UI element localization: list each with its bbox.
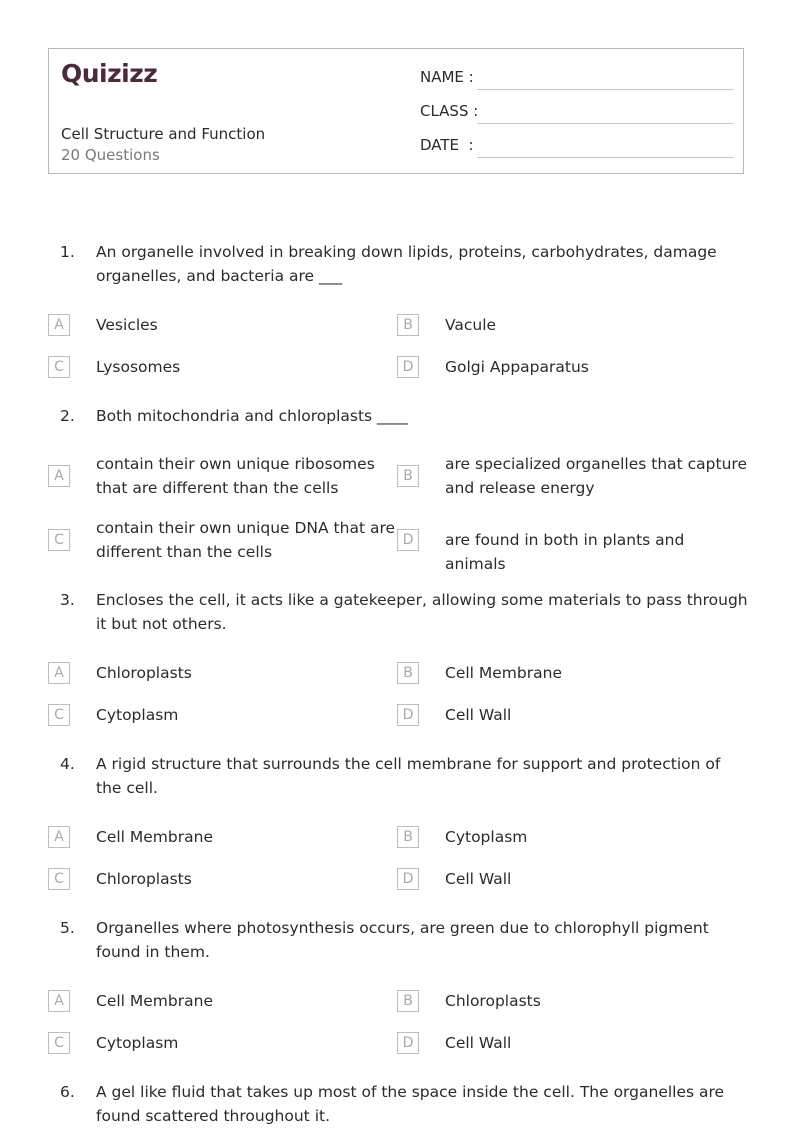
option-text: Cell Wall	[445, 706, 512, 724]
question-number: 4.	[60, 755, 75, 773]
option-letter-box: C	[48, 356, 70, 378]
date-label: DATE :	[420, 136, 474, 154]
option-letter-box: C	[48, 1032, 70, 1054]
option-letter-box: A	[48, 465, 70, 487]
option-text: Cell Membrane	[96, 828, 213, 846]
option-letter-box: D	[397, 868, 419, 890]
option-letter-box: A	[48, 990, 70, 1012]
class-field[interactable]	[420, 100, 734, 124]
option-letter-box: A	[48, 662, 70, 684]
name-field[interactable]	[420, 66, 734, 90]
question-count: 20 Questions	[61, 146, 160, 164]
option-letter-box: C	[48, 529, 70, 551]
class-line	[477, 123, 734, 124]
name-label: NAME :	[420, 68, 474, 86]
worksheet-header	[48, 48, 744, 174]
option-letter-box: D	[397, 704, 419, 726]
option-letter-box: D	[397, 529, 419, 551]
date-field[interactable]	[420, 134, 734, 158]
question-number: 5.	[60, 919, 75, 937]
question-text: Both mitochondria and chloroplasts ____	[96, 407, 409, 425]
option-letter-box: A	[48, 826, 70, 848]
question-number: 6.	[60, 1083, 75, 1101]
option-letter-box: B	[397, 990, 419, 1012]
option-letter-box: C	[48, 704, 70, 726]
option-text: are specialized organelles that capture and release energy	[445, 455, 747, 497]
question-text: A rigid structure that surrounds the cell membrane for support and protection of the cell.	[96, 755, 721, 797]
option-letter-box: C	[48, 868, 70, 890]
option-text: Chloroplasts	[445, 992, 541, 1010]
option-text: Cell Membrane	[445, 664, 562, 682]
option-text: Golgi Appaparatus	[445, 358, 589, 376]
question-number: 1.	[60, 243, 75, 261]
question-text: An organelle involved in breaking down lipids, proteins, carbohydrates, damage organelles, and bacteria are ___	[96, 243, 717, 285]
option-letter-box: B	[397, 826, 419, 848]
option-text: Cytoplasm	[445, 828, 528, 846]
option-letter-box: A	[48, 314, 70, 336]
class-label: CLASS :	[420, 102, 479, 120]
option-letter-box: B	[397, 314, 419, 336]
question-text: Encloses the cell, it acts like a gatekeeper, allowing some materials to pass through it but not others.	[96, 591, 748, 633]
option-text: Cytoplasm	[96, 1034, 179, 1052]
option-text: Cytoplasm	[96, 706, 179, 724]
question-text: A gel like fluid that takes up most of the space inside the cell. The organelles are found scattered throughout it.	[96, 1083, 725, 1125]
option-text: Chloroplasts	[96, 664, 192, 682]
option-letter-box: B	[397, 662, 419, 684]
option-text: are found in both in plants and animals	[445, 531, 685, 573]
option-text: Cell Wall	[445, 870, 512, 888]
option-letter-box: D	[397, 1032, 419, 1054]
option-text: Cell Membrane	[96, 992, 213, 1010]
option-text: Lysosomes	[96, 358, 181, 376]
option-letter-box: B	[397, 465, 419, 487]
worksheet-title: Cell Structure and Function	[61, 125, 266, 143]
option-text: Chloroplasts	[96, 870, 192, 888]
option-text: Cell Wall	[445, 1034, 512, 1052]
option-text: Vacule	[445, 316, 497, 334]
date-line	[477, 157, 734, 158]
quizizz-logo: Quizizz	[61, 59, 158, 88]
question-number: 2.	[60, 407, 75, 425]
option-text: contain their own unique ribosomes that are different than the cells	[96, 455, 375, 497]
option-text: Vesicles	[96, 316, 158, 334]
name-line	[477, 89, 734, 90]
option-text: contain their own unique DNA that are different than the cells	[96, 519, 396, 561]
option-letter-box: D	[397, 356, 419, 378]
question-text: Organelles where photosynthesis occurs, are green due to chlorophyll pigment found in them.	[96, 919, 709, 961]
question-number: 3.	[60, 591, 75, 609]
